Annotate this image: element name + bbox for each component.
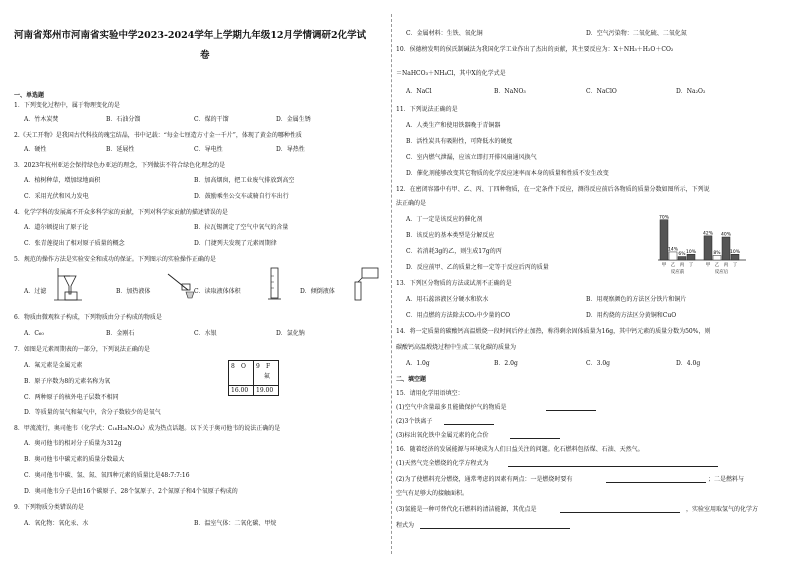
category-label: 乙 — [714, 263, 720, 268]
q11-option-a: A．人类生产和使用铁器晚于青铜器 — [406, 122, 501, 129]
q14-option-c: C．3.0g — [586, 360, 610, 367]
q8-option-d: D．奥司他韦分子是由16个碳原子、28个氢原子、2个氮原子和4个氧原子构成的 — [24, 488, 238, 495]
bar-反应后-丙 — [722, 237, 730, 260]
bar-value-label: 70% — [658, 215, 670, 221]
question-16: 16．随着经济的发展能源与环境成为人们日益关注的问题。化石燃料包括煤、石油、天然气。 — [396, 446, 644, 453]
question-11: 11．下列说法正确的是 — [396, 106, 458, 113]
question-8: 8．甲流流行，奥司他韦（化学式：C₁₆H₂₈N₂O₄）成为热点话题。以下关于奥司他韦的说法正确的是 — [14, 425, 281, 432]
category-label: 丙 — [723, 263, 729, 268]
bar-value-label: 40% — [720, 232, 732, 238]
q5-option-b: B．加热液体 — [116, 288, 151, 295]
group-label: 反应前 — [670, 270, 685, 275]
q16-3-answer-blank[interactable] — [560, 512, 680, 513]
q9-option-c: C．金属材料：生铁、氧化铜 — [406, 30, 483, 37]
q6-option-c: C．水银 — [194, 330, 217, 337]
bar-value-label: 10% — [729, 249, 741, 255]
filtration-apparatus-figure — [54, 266, 84, 302]
q7-option-a: A．氟元素是金属元素 — [24, 362, 83, 369]
q16-part-3-line2: 程式为 — [396, 522, 415, 529]
q2-option-a: A．硬性 — [24, 146, 47, 153]
exam-title-line1: 河南省郑州市河南省实验中学2023-2024学年上学期九年级12月学情调研2化学试 — [14, 30, 367, 41]
question-12-line2: 法正确的是 — [396, 200, 427, 207]
question-7: 7．如图是元素周期表的一部分，下列说法正确的是 — [14, 346, 150, 353]
bar-反应前-丙 — [678, 257, 686, 260]
q10-option-a: A．NaCl — [406, 88, 432, 95]
q13-option-b: B．用观察颜色的方法区分铁片和铜片 — [586, 296, 687, 303]
bar-value-label: 10% — [685, 249, 697, 255]
q15-1-answer-blank[interactable] — [546, 410, 596, 411]
question-10: 10．侯德榜发明的侯氏制碱法为我国化学工业作出了杰出的贡献，其主要反应为：X＋NH₃＋H₂O＋CO₂ — [396, 46, 674, 53]
q6-option-d: D．氯化钠 — [276, 330, 305, 337]
q3-option-b: B．加高烟囱，把工业废气排放到高空 — [194, 177, 295, 184]
q11-option-c: C．室内燃气泄漏，应该立即打开排风扇通风换气 — [406, 154, 537, 161]
q16-1-answer-blank[interactable] — [508, 466, 718, 467]
question-15: 15．请用化学用语填空： — [396, 390, 464, 397]
q16-part-2: (2)为了使燃料充分燃烧，通常考虑的因素有两点：一是燃烧时要有 — [396, 476, 573, 483]
q14-option-d: D．4.0g — [676, 360, 701, 367]
heating-liquid-figure — [164, 270, 198, 300]
question-13: 13．下列区分物质的方法或试剂不正确的是 — [396, 280, 512, 287]
pouring-liquid-figure — [350, 266, 384, 302]
section-heading: 一、单选题 — [14, 92, 45, 99]
q15-part-1: (1)空气中含量最多且能做保护气的物质是 — [396, 404, 507, 411]
q2-option-c: C．导电性 — [194, 146, 223, 153]
q14-option-a: A．1.0g — [406, 360, 430, 367]
q16-part-3-cont: ，实验室用取氢气的化学方 — [686, 506, 759, 513]
oxygen-symbol: O — [241, 363, 246, 370]
q15-part-2: (2)3个铁离子 — [396, 418, 433, 425]
fluorine-atomic-number: 9 — [256, 363, 260, 370]
question-2: 2.《天工开物》是我国古代科技的瑰宝结晶，书中记载：“每金七厘造方寸金一千片”，体现了黄金的哪种性质 — [14, 132, 302, 139]
q3-option-d: D．鼓励乘坐公交车或骑自行车出行 — [194, 193, 289, 200]
category-label: 丙 — [679, 263, 685, 268]
q10-option-c: C．NaClO — [586, 88, 617, 95]
q16-part-3: (3)氢能是一种可替代化石燃料的清洁能源，其优点是 — [396, 506, 537, 513]
q3-option-a: A．植树种草，增加绿地面积 — [24, 177, 101, 184]
q15-part-3: (3)标出氧化铁中金属元素的化合价 — [396, 432, 489, 439]
bar-反应后-丁 — [731, 254, 739, 260]
q8-option-a: A．奥司他韦的相对分子质量为312g — [24, 440, 122, 447]
graduated-cylinder-figure — [268, 266, 282, 302]
q13-option-d: D．用灼烧的方法区分黄铜和CuO — [586, 312, 677, 319]
exam-title-line2: 卷 — [200, 50, 210, 61]
q4-option-a: A．道尔顿提出了原子论 — [24, 224, 89, 231]
periodic-cell-oxygen — [228, 360, 254, 396]
group-label: 反应后 — [714, 270, 729, 275]
q4-option-c: C．张青莲提出了相对原子质量的概念 — [24, 240, 125, 247]
oxygen-atomic-number: 8 — [231, 363, 235, 370]
category-label: 丁 — [732, 263, 738, 268]
question-3: 3．2023年杭州亚运会保持绿色办亚运的理念，下列做法不符合绿色化理念的是 — [14, 162, 226, 169]
q12-option-b: B．该反应的基本类型是分解反应 — [406, 232, 495, 239]
category-label: 甲 — [705, 263, 711, 268]
question-1: 1．下列变化过程中，属于物理变化的是 — [14, 102, 120, 109]
q7-option-c: C．两种原子的核外电子层数不相同 — [24, 394, 119, 401]
bar-反应前-甲 — [660, 220, 668, 260]
q13-option-a: A．用石蕊溶液区分硬水和软水 — [406, 296, 489, 303]
bar-value-label: 6% — [678, 252, 686, 258]
q11-option-d: D．催化剂能够改变其它物质的化学反应速率而本身的质量和性质不发生改变 — [406, 170, 609, 177]
column-divider — [391, 14, 392, 554]
q2-option-b: B．延展性 — [106, 146, 135, 153]
mass-fraction-bar-chart — [656, 206, 748, 276]
q15-2-answer-blank[interactable] — [444, 424, 494, 425]
q1-option-a: A．竹木炭焚 — [24, 116, 59, 123]
question-6: 6．物质由微观粒子构成，下列物质由分子构成的物质是 — [14, 314, 162, 321]
fluorine-name: 氟 — [264, 373, 271, 380]
q1-option-b: B．石油分馏 — [106, 116, 141, 123]
q14-option-b: B．2.0g — [494, 360, 518, 367]
q12-option-a: A．丁一定是该反应的催化剂 — [406, 216, 483, 223]
q4-option-b: B．拉瓦锡测定了空气中氧气的含量 — [194, 224, 289, 231]
q15-3-answer-blank[interactable] — [510, 438, 560, 439]
q8-option-b: B．奥司他韦中碳元素的质量分数最大 — [24, 456, 125, 463]
bar-value-label: 8% — [713, 250, 721, 256]
q12-option-d: D．反应前甲、乙的质量之和一定等于反应后丙的质量 — [406, 264, 549, 271]
fluorine-atomic-mass: 19.00 — [256, 387, 274, 394]
q5-option-a: A．过滤 — [24, 288, 47, 295]
q16-part-2-cont: ；二是燃料与 — [708, 476, 745, 483]
category-label: 甲 — [661, 263, 667, 268]
q5-option-c: C．读取液体体积 — [194, 288, 241, 295]
bar-value-label: 14% — [667, 247, 679, 253]
question-9: 9．下列物质分类错误的是 — [14, 504, 84, 511]
bar-value-label: 42% — [702, 231, 714, 237]
periodic-cell-fluorine — [253, 360, 279, 396]
question-10-line2: ＝NaHCO₃＋NH₄Cl，其中X的化学式是 — [396, 70, 506, 77]
q10-option-d: D．Na₂O₂ — [676, 88, 706, 95]
category-label: 乙 — [670, 263, 676, 268]
q16-part-2-line2: 空气有足够大的接触面积。 — [396, 490, 469, 497]
section-heading-fill: 二、填空题 — [396, 376, 427, 383]
q1-option-c: C．煤的干馏 — [194, 116, 229, 123]
q9-option-d: D．空气污染物：二氧化硫、二氧化氮 — [586, 30, 687, 37]
question-14-line2: 碳酸钙高温煅烧过程中生成二氧化碳的质量为 — [396, 344, 517, 351]
q9-option-b: B．温室气体：二氧化碳、甲烷 — [194, 520, 277, 527]
q4-option-d: D．门捷列夫发现了元素周期律 — [194, 240, 277, 247]
category-label: 丁 — [688, 263, 694, 268]
question-12: 12．在密闭容器中有甲、乙、丙、丁四种物质，在一定条件下反应，测得反应前后各物质的质量分数如图所示，下列说 — [396, 186, 710, 193]
q16-3-equation-blank[interactable] — [420, 528, 570, 529]
bar-反应后-乙 — [713, 255, 721, 260]
q10-option-b: B．NaNO₃ — [494, 88, 526, 95]
fluorine-symbol: F — [266, 363, 271, 370]
q1-option-d: D．金属生锈 — [276, 116, 311, 123]
q2-option-d: D．导热性 — [276, 146, 305, 153]
q9-option-a: A．氧化物：氧化汞、水 — [24, 520, 89, 527]
q16-part-1: (1)天然气完全燃烧的化学方程式为 — [396, 460, 489, 467]
q16-2-answer-blank[interactable] — [606, 482, 706, 483]
q7-option-b: B．原子序数为8的元素名称为氧 — [24, 378, 111, 385]
bar-反应后-甲 — [704, 236, 712, 260]
bar-反应前-乙 — [669, 252, 677, 260]
question-14: 14．将一定质量的碳酸钙高温煅烧一段时间后停止加热，称得剩余固体质量为16g，其中钙元素的质量分数为50%，则 — [396, 328, 711, 335]
q3-option-c: C．采用光伏和风力发电 — [24, 193, 89, 200]
q11-option-b: B．活性炭具有吸附性，可降低水的硬度 — [406, 138, 513, 145]
q6-option-b: B．金刚石 — [106, 330, 135, 337]
q5-option-d: D．倾倒液体 — [300, 288, 335, 295]
question-4: 4．化学学科的发展离不开众多科学家的贡献，下列对科学家贡献的描述错误的是 — [14, 209, 228, 216]
oxygen-atomic-mass: 16.00 — [231, 387, 249, 394]
question-5: 5．规范的操作方法是实验安全和成功的保证。下列图示的实验操作正确的是 — [14, 256, 216, 263]
q6-option-a: A．C₆₀ — [24, 330, 44, 337]
q12-option-c: C．若消耗3g的乙，则生成17g的丙 — [406, 248, 502, 255]
q7-option-d: D．等质量的氧气和氟气中，含分子数较少的是氧气 — [24, 409, 161, 416]
bar-反应前-丁 — [687, 254, 695, 260]
q13-option-c: C．用点燃的方法除去CO₂中少量的CO — [406, 312, 511, 319]
q8-option-c: C．奥司他韦中碳、氢、氮、氧四种元素的质量比是48:7:7:16 — [24, 472, 190, 479]
